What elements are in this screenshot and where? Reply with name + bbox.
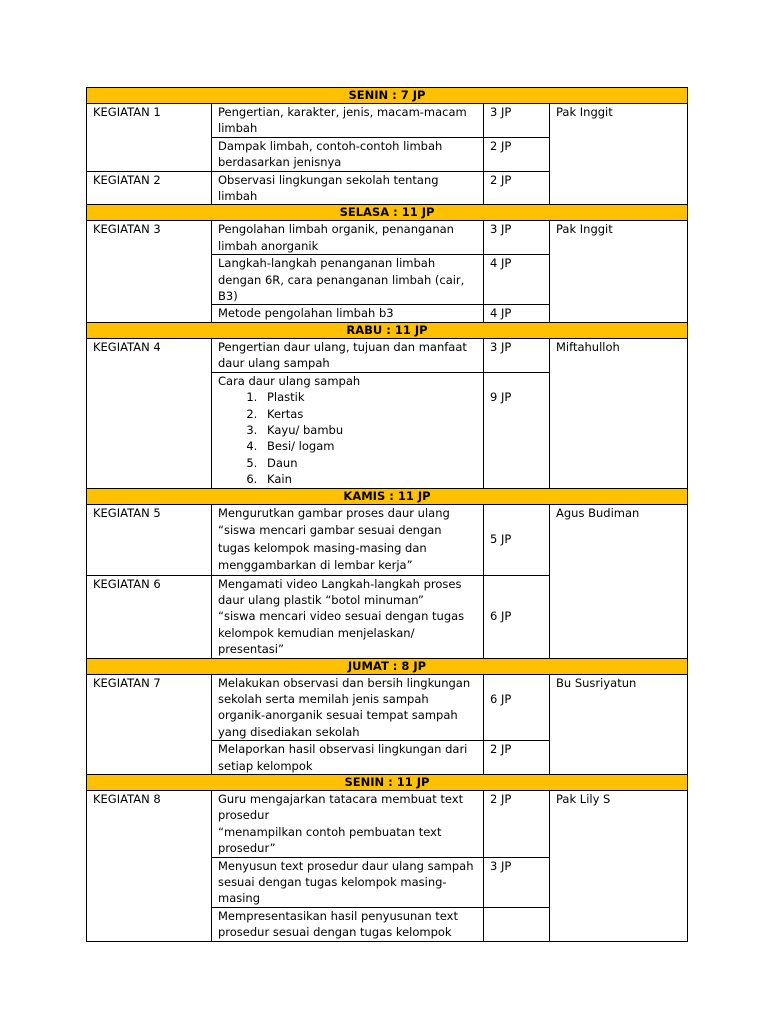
hours-cell: 3 JP <box>484 221 550 255</box>
topic-line: Guru mengajarkan tatacara membuat text prosedur <box>218 792 464 823</box>
hours-cell: 6 JP <box>484 674 550 741</box>
table-row <box>87 104 688 138</box>
topic-cell <box>212 791 484 858</box>
topic-cell: Metode pengolahan limbah b3 <box>212 305 484 322</box>
teacher-cell: Miftahulloh <box>550 338 688 488</box>
list-item: 6. Kain <box>261 471 477 487</box>
topic-cell: Langkah-langkah penanganan limbah dengan 6R, cara penanganan limbah (cair, B3) <box>212 255 484 305</box>
topic-cell: Pengolahan limbah organik, penanganan limbah anorganik <box>212 221 484 255</box>
hours-cell: 9 JP <box>484 372 550 488</box>
day-header-row <box>87 322 688 338</box>
list-item: 1. Plastik <box>261 389 477 405</box>
schedule-table <box>86 87 688 942</box>
topic-line: Mengamati video Langkah-langkah proses daur ulang plastik “botol minuman” <box>218 576 462 607</box>
activity-label: KEGIATAN 5 <box>87 504 212 575</box>
topic-cell: Melakukan observasi dan bersih lingkungan sekolah serta memilah jenis sampah organik-anorganik sesuai tempat sampah yang disediakan sekolah <box>212 674 484 741</box>
activity-label: KEGIATAN 3 <box>87 221 212 322</box>
activity-label: KEGIATAN 4 <box>87 338 212 488</box>
hours-cell: 2 JP <box>484 791 550 858</box>
topic-cell: Melaporkan hasil observasi lingkungan dari setiap kelompok <box>212 741 484 775</box>
activity-label: KEGIATAN 2 <box>87 171 212 205</box>
activity-label: KEGIATAN 7 <box>87 674 212 774</box>
activity-label: KEGIATAN 1 <box>87 104 212 172</box>
hours-cell: 4 JP <box>484 255 550 305</box>
table-row <box>87 338 688 372</box>
day-header-row <box>87 775 688 791</box>
hours-cell: 3 JP <box>484 857 550 907</box>
topic-cell: Mempresentasikan hasil penyusunan text prosedur sesuai dengan tugas kelompok <box>212 907 484 941</box>
teacher-cell: Agus Budiman <box>550 504 688 658</box>
recycle-list <box>218 389 477 487</box>
topic-cell: Observasi lingkungan sekolah tentang limbah <box>212 171 484 205</box>
teacher-cell: Bu Susriyatun <box>550 674 688 774</box>
topic-line: Mengurutkan gambar proses daur ulang <box>218 505 450 520</box>
activity-label: KEGIATAN 6 <box>87 575 212 658</box>
teacher-cell: Pak Inggit <box>550 221 688 322</box>
hours-cell: 3 JP <box>484 338 550 372</box>
list-item: 2. Kertas <box>261 406 477 422</box>
topic-cell: Pengertian daur ulang, tujuan dan manfaat daur ulang sampah <box>212 338 484 372</box>
topic-cell: Dampak limbah, contoh-contoh limbah berdasarkan jenisnya <box>212 137 484 171</box>
table-row <box>87 674 688 741</box>
topic-cell: Pengertian, karakter, jenis, macam-macam limbah <box>212 104 484 138</box>
hours-cell: 5 JP <box>484 504 550 575</box>
teacher-cell: Pak Lily S <box>550 791 688 942</box>
day-header: JUMAT : 8 JP <box>87 658 688 674</box>
topic-cell <box>212 504 484 575</box>
topic-note: “menampilkan contoh pembuatan text prosedur” <box>218 824 442 856</box>
list-item: 4. Besi/ logam <box>261 438 477 454</box>
topic-cell: Menyusun text prosedur daur ulang sampah sesuai dengan tugas kelompok masing-masing <box>212 857 484 907</box>
topic-cell <box>212 372 484 488</box>
hours-cell: 3 JP <box>484 104 550 138</box>
day-header: SENIN : 11 JP <box>87 775 688 791</box>
hours-cell <box>484 907 550 941</box>
topic-note: “siswa mencari gambar sesuai dengan tugas kelompok masing-masing dan menggambarkan di lembar kerja” <box>218 523 442 573</box>
topic-title: Cara daur ulang sampah <box>218 373 361 388</box>
topic-note: “siswa mencari video sesuai dengan tugas kelompok kemudian menjelaskan/ presentasi” <box>218 609 465 657</box>
hours-cell: 2 JP <box>484 171 550 205</box>
hours-cell: 6 JP <box>484 575 550 658</box>
topic-cell <box>212 575 484 658</box>
day-header-row <box>87 488 688 504</box>
activity-label: KEGIATAN 8 <box>87 791 212 942</box>
teacher-cell: Pak Inggit <box>550 104 688 205</box>
list-item: 5. Daun <box>261 455 477 471</box>
day-header: KAMIS : 11 JP <box>87 488 688 504</box>
day-header-row <box>87 658 688 674</box>
table-row <box>87 504 688 575</box>
day-header-row <box>87 205 688 221</box>
hours-cell: 2 JP <box>484 741 550 775</box>
day-header-row <box>87 88 688 104</box>
list-item: 3. Kayu/ bambu <box>261 422 477 438</box>
table-row <box>87 221 688 255</box>
hours-cell: 2 JP <box>484 137 550 171</box>
table-row <box>87 791 688 858</box>
hours-cell: 4 JP <box>484 305 550 322</box>
day-header: SENIN : 7 JP <box>87 88 688 104</box>
day-header: RABU : 11 JP <box>87 322 688 338</box>
day-header: SELASA : 11 JP <box>87 205 688 221</box>
